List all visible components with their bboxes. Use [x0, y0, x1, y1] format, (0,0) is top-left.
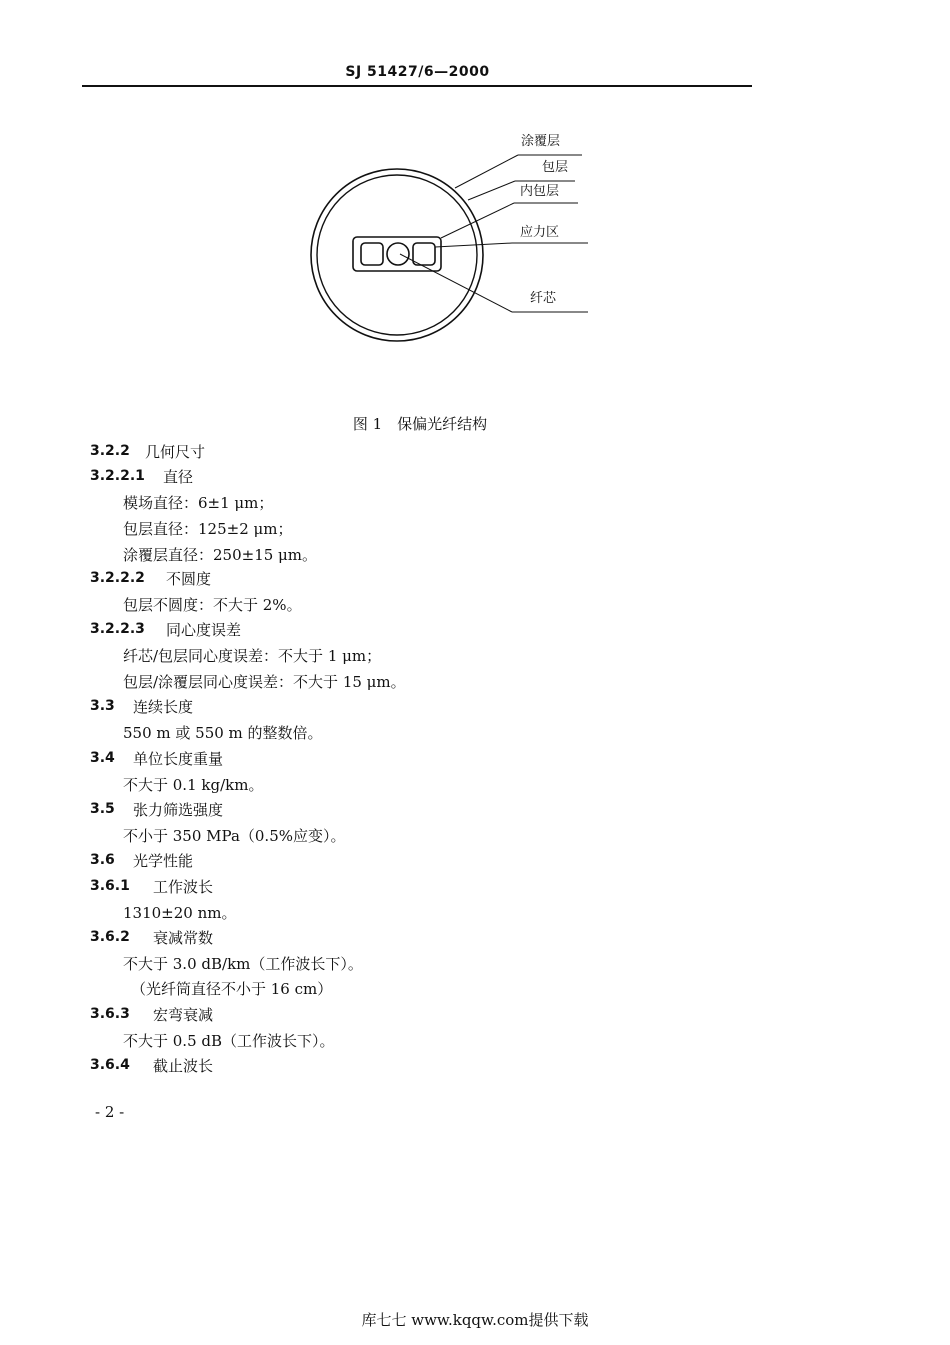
- body-line: 不大于 3.0 dB/km（工作波长下）。: [123, 955, 363, 973]
- label-cladding: 包层: [542, 160, 569, 175]
- section-title: 光学性能: [133, 852, 194, 870]
- leader-cladding: [468, 181, 515, 200]
- body-line: 包层直径：125±2 μm；: [123, 520, 293, 538]
- section-number: 3.6.4: [90, 1057, 130, 1073]
- body-line: 涂覆层直径：250±15 μm。: [123, 546, 318, 564]
- body-line: 不大于 0.1 kg/km。: [123, 776, 264, 794]
- body-line: 1310±20 nm。: [123, 904, 237, 922]
- label-core: 纤芯: [530, 291, 557, 306]
- section-title: 连续长度: [133, 698, 194, 716]
- section-title: 工作波长: [153, 878, 214, 896]
- leader-core: [400, 254, 512, 312]
- standard-number: SJ 51427/6—2000: [345, 64, 490, 80]
- label-stress-zone: 应力区: [520, 225, 560, 240]
- figure-caption: 图 1 保偏光纤结构: [352, 415, 488, 433]
- label-coating: 涂覆层: [521, 134, 561, 149]
- body-line: 包层不圆度：不大于 2%。: [123, 596, 302, 614]
- section-title: 同心度误差: [166, 621, 242, 639]
- cladding-circle: [317, 175, 477, 335]
- section-title: 宏弯衰减: [153, 1006, 214, 1024]
- body-line: 纤芯/包层同心度误差：不大于 1 μm；: [123, 647, 382, 665]
- leader-coating: [455, 155, 518, 188]
- section-number: 3.2.2.1: [90, 468, 145, 484]
- body-line: 模场直径：6±1 μm；: [123, 494, 274, 512]
- section-number: 3.6.2: [90, 929, 130, 945]
- header-rule: [82, 85, 752, 87]
- leader-stress-zone: [435, 243, 512, 247]
- section-number: 3.3: [90, 698, 115, 714]
- body-line: 550 m 或 550 m 的整数倍。: [123, 724, 323, 742]
- core-circle: [387, 243, 409, 265]
- section-title: 几何尺寸: [145, 443, 206, 461]
- section-number: 3.4: [90, 750, 115, 766]
- download-footer: 库七七 www.kqqw.com提供下载: [361, 1311, 589, 1329]
- coating-circle: [311, 169, 483, 341]
- section-title: 单位长度重量: [133, 750, 224, 768]
- body-line: 不小于 350 MPa（0.5%应变）。: [123, 827, 346, 845]
- section-number: 3.2.2: [90, 443, 130, 459]
- body-line: 不大于 0.5 dB（工作波长下）。: [123, 1032, 335, 1050]
- section-title: 不圆度: [166, 570, 212, 588]
- label-inner-cladding: 内包层: [520, 184, 560, 199]
- stress-rod-right: [413, 243, 435, 265]
- stress-rod-left: [361, 243, 383, 265]
- section-number: 3.6: [90, 852, 115, 868]
- section-number: 3.2.2.2: [90, 570, 145, 586]
- section-number: 3.6.1: [90, 878, 130, 894]
- body-line: 包层/涂覆层同心度误差：不大于 15 μm。: [123, 673, 406, 691]
- body-line: （光纤筒直径不小于 16 cm）: [131, 980, 333, 998]
- section-number: 3.5: [90, 801, 115, 817]
- section-title: 衰减常数: [153, 929, 214, 947]
- section-number: 3.2.2.3: [90, 621, 145, 637]
- page-number: - 2 -: [95, 1103, 125, 1121]
- section-number: 3.6.3: [90, 1006, 130, 1022]
- section-title: 截止波长: [153, 1057, 214, 1075]
- inner-cladding-rect: [353, 237, 441, 271]
- section-title: 张力筛选强度: [133, 801, 224, 819]
- section-title: 直径: [163, 468, 194, 486]
- leader-inner-cladding: [441, 203, 514, 238]
- fiber-structure-figure: [300, 125, 600, 355]
